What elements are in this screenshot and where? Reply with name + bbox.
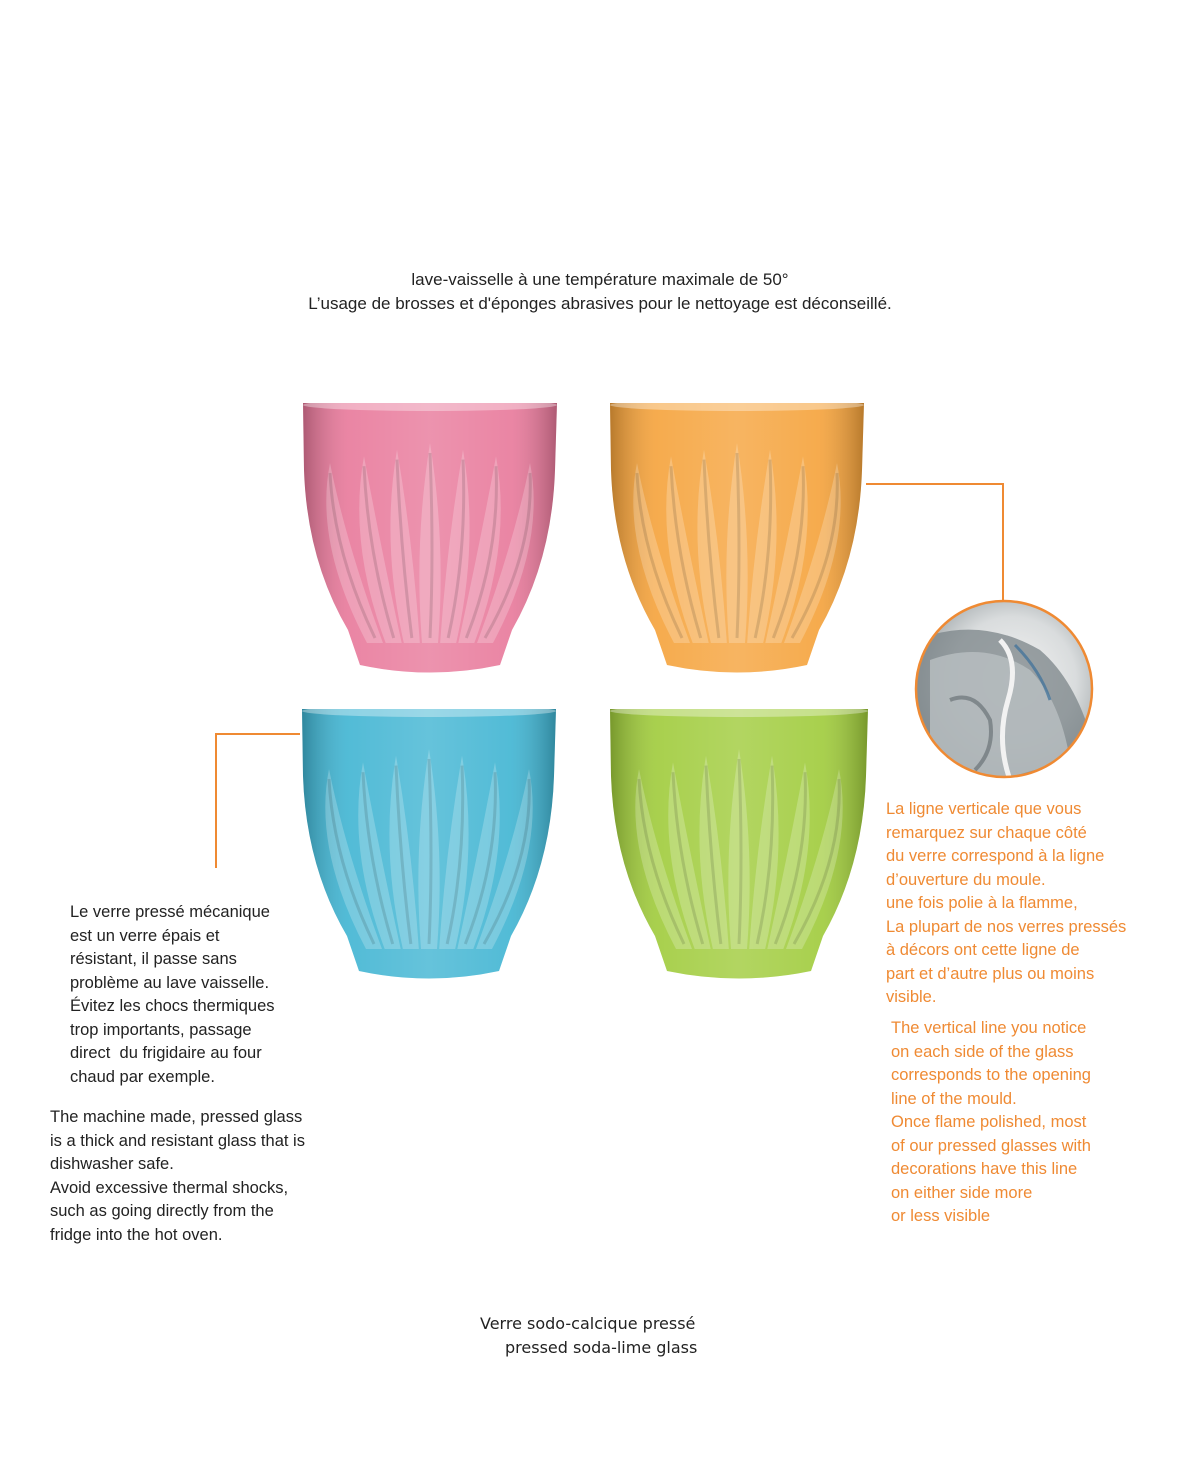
text-line: La ligne verticale que vous xyxy=(886,800,1082,818)
text-line: part et d’autre plus ou moins xyxy=(886,964,1095,983)
text-line: on either side more xyxy=(891,1183,1033,1202)
text-line: Once flame polished, most xyxy=(891,1113,1087,1131)
text-line: Évitez les chocs thermiques xyxy=(70,997,275,1015)
left-text-en xyxy=(50,1106,305,1247)
right-text-fr xyxy=(886,798,1126,1010)
text-line: The vertical line you notice xyxy=(891,1019,1087,1037)
text-line: chaud par exemple. xyxy=(70,1067,215,1086)
text-line: fridge into the hot oven. xyxy=(50,1225,223,1244)
text-line: of our pressed glasses with xyxy=(891,1136,1091,1155)
text-line: on each side of the glass xyxy=(891,1042,1074,1061)
text-line: à décors ont cette ligne de xyxy=(886,941,1080,959)
text-line: du verre correspond à la ligne xyxy=(886,847,1105,865)
text-line: dishwasher safe. xyxy=(50,1155,174,1173)
left-text-fr xyxy=(70,901,275,1089)
text-line: The machine made, pressed glass xyxy=(50,1108,303,1126)
material-en: pressed soda-lime glass xyxy=(505,1338,698,1357)
care-notice-line-2: L’usage de brosses et d'éponges abrasives pour le nettoyage est déconseillé. xyxy=(308,294,892,313)
text-line: trop importants, passage xyxy=(70,1020,252,1039)
orange-glass xyxy=(610,399,864,673)
text-line: remarquez sur chaque côté xyxy=(886,823,1087,842)
text-line: d’ouverture du moule. xyxy=(886,870,1046,889)
mould-line-detail xyxy=(916,601,1092,780)
text-line: direct du frigidaire au four xyxy=(70,1044,262,1062)
green-glass xyxy=(610,705,868,979)
text-line: such as going directly from the xyxy=(50,1202,274,1220)
text-line: decorations have this line xyxy=(891,1160,1078,1178)
text-line: Avoid excessive thermal shocks, xyxy=(50,1178,289,1197)
text-line: une fois polie à la flamme, xyxy=(886,894,1078,912)
care-notice-line-1: lave-vaisselle à une température maximale de 50° xyxy=(411,270,789,289)
material-fr: Verre sodo-calcique pressé xyxy=(480,1314,696,1333)
blue-glass xyxy=(302,705,556,979)
text-line: corresponds to the opening xyxy=(891,1066,1091,1084)
right-text-en xyxy=(891,1017,1091,1229)
text-line: visible. xyxy=(886,988,937,1006)
text-line: problème au lave vaisselle. xyxy=(70,973,270,992)
text-line: is a thick and resistant glass that is xyxy=(50,1131,305,1150)
text-line: Le verre pressé mécanique xyxy=(70,903,270,921)
text-line: line of the mould. xyxy=(891,1089,1017,1108)
text-line: est un verre épais et xyxy=(70,926,220,945)
pink-glass xyxy=(303,399,557,673)
text-line: or less visible xyxy=(891,1207,991,1225)
text-line: résistant, il passe sans xyxy=(70,950,237,968)
text-line: La plupart de nos verres pressés xyxy=(886,917,1127,936)
